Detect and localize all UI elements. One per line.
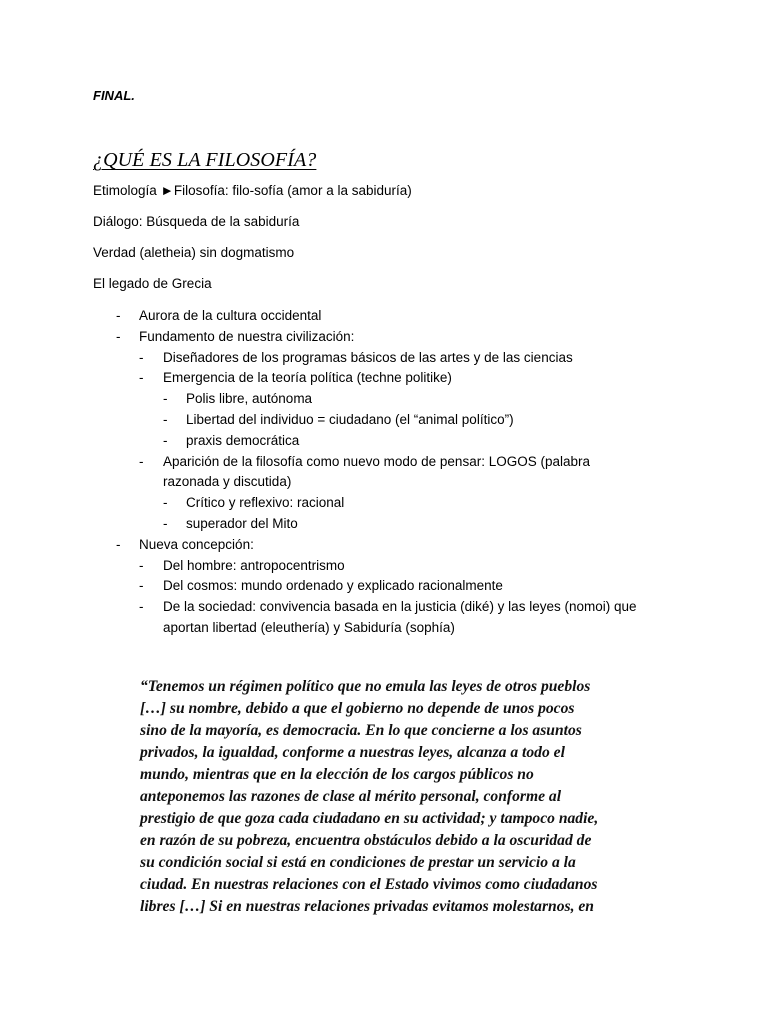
list-dash: - [163, 411, 168, 427]
list-dash: - [163, 432, 168, 448]
list-item-text: Polis libre, autónoma [186, 391, 313, 407]
quote-line: sino de la mayoría, es democracia. En lo que concierne a los asuntos [140, 722, 582, 739]
quote-line: privados, la igualdad, conforme a nuestras leyes, alcanza a todo el [140, 744, 565, 761]
list-item-text: Emergencia de la teoría política (techne politike) [163, 370, 452, 386]
dialogue-line: Diálogo: Búsqueda de la sabiduría [93, 214, 300, 229]
quote-line: libres […] Si en nuestras relaciones privadas evitamos molestarnos, en [140, 898, 594, 915]
list-item-text: Diseñadores de los programas básicos de las artes y de las ciencias [163, 349, 573, 365]
list-item [0, 306, 768, 327]
quote-line: […] su nombre, debido a que el gobierno no depende de unos pocos [140, 700, 575, 717]
list-item-text: Aurora de la cultura occidental [139, 308, 322, 323]
list-item [0, 389, 768, 410]
list-item-text: Aparición de la filosofía como nuevo modo de pensar: LOGOS (palabra razonada y discutida) [163, 453, 590, 490]
legacy-line: El legado de Grecia [93, 276, 212, 291]
list-item [0, 327, 768, 348]
list-dash: - [139, 349, 144, 365]
list-dash: - [139, 370, 144, 386]
list-item [0, 556, 768, 577]
quote-line: ciudad. En nuestras relaciones con el Estado vivimos como ciudadanos [140, 876, 598, 893]
list-item-text: Libertad del individuo = ciudadano (el “animal político”) [186, 411, 514, 427]
list-item [0, 368, 768, 389]
list-item-text: Crítico y reflexivo: racional [186, 495, 345, 511]
list-dash: - [139, 599, 144, 615]
list-item [0, 452, 768, 494]
list-item [0, 431, 768, 452]
list-dash: - [163, 391, 168, 407]
list-item [0, 410, 768, 431]
etymology-line: Etimología ►Filosofía: filo-sofía (amor a la sabiduría) [93, 183, 412, 198]
list-item-text: Del cosmos: mundo ordenado y explicado racionalmente [163, 578, 503, 594]
final-label: FINAL. [93, 88, 135, 103]
list-item-text: superador del Mito [186, 515, 298, 531]
list-dash: - [163, 495, 168, 511]
list-item [0, 493, 768, 514]
truth-line: Verdad (aletheia) sin dogmatismo [93, 245, 295, 260]
list-item-text: Del hombre: antropocentrismo [163, 557, 345, 573]
list-dash: - [116, 536, 121, 552]
list-dash: - [116, 308, 121, 323]
list-dash: - [163, 515, 168, 531]
quote-line: su condición social si está en condiciones de prestar un servicio a la [140, 854, 576, 871]
list-dash: - [139, 578, 144, 594]
list-dash: - [116, 328, 121, 344]
list-item [0, 597, 768, 639]
quote-line: “Tenemos un régimen político que no emula las leyes de otros pueblos [140, 678, 591, 695]
list-item-text: De la sociedad: convivencia basada en la justicia (diké) y las leyes (nomoi) que aportan libertad (eleuthería) y Sabiduría (sophía) [163, 599, 637, 635]
list-item-text: Nueva concepción: [139, 536, 254, 552]
quote-line: en razón de su pobreza, encuentra obstáculos debido a la oscuridad de [140, 832, 592, 849]
quote-line: prestigio de que goza cada ciudadano en su actividad; y tampoco nadie, [140, 810, 599, 827]
list-item-text: praxis democrática [186, 432, 300, 448]
page-title: ¿QUÉ ES LA FILOSOFÍA? [93, 149, 317, 171]
quote-line: anteponemos las razones de clase al mérito personal, conforme al [140, 788, 562, 805]
list-item-text: Fundamento de nuestra civilización: [139, 328, 355, 344]
pericles-quote [140, 676, 685, 918]
list-item [0, 348, 768, 369]
list-dash: - [139, 557, 144, 573]
quote-line: mundo, mientras que en la elección de los cargos públicos no [140, 766, 534, 783]
list-dash: - [139, 453, 144, 469]
legacy-bullet-list [0, 306, 768, 639]
list-item [0, 535, 768, 556]
list-item [0, 576, 768, 597]
list-item [0, 514, 768, 535]
